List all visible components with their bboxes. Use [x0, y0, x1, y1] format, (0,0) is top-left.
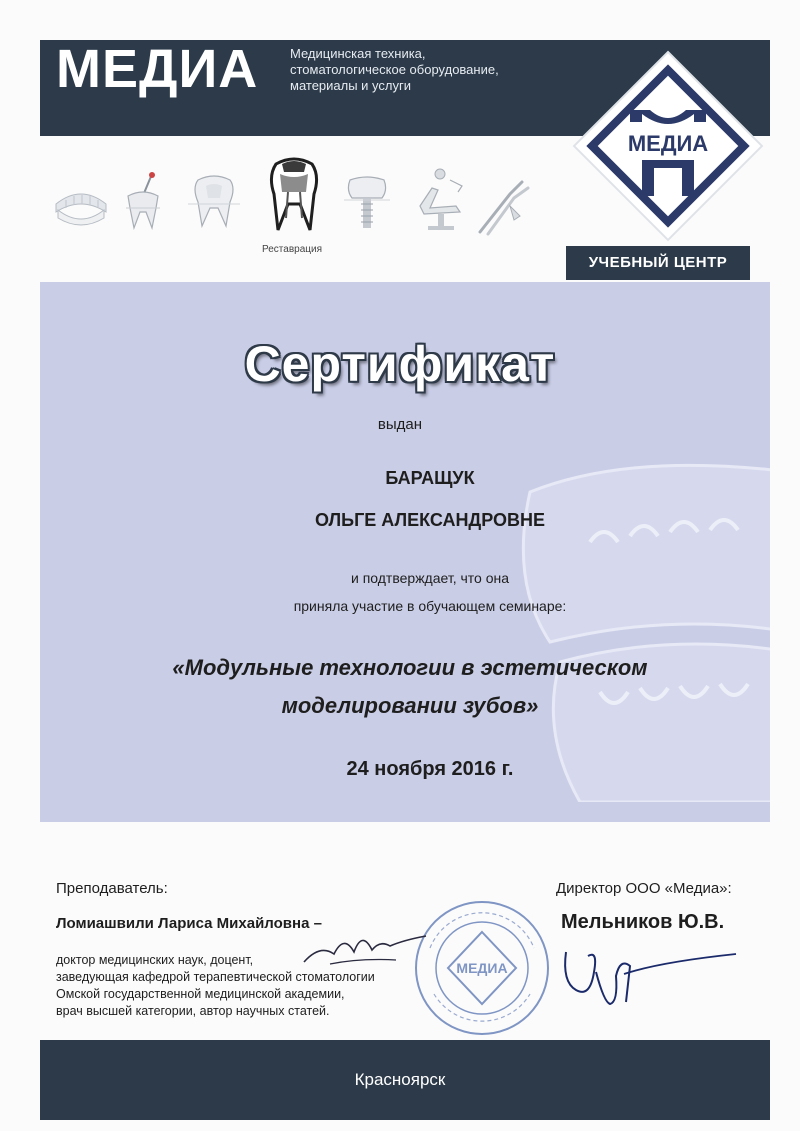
media-logo: [570, 48, 766, 244]
seminar-title-line: моделировании зубов»: [281, 693, 539, 718]
tagline-line: Медицинская техника,: [290, 46, 426, 61]
confirmation-line: и подтверждает, что она: [350, 570, 509, 586]
lecturer-signature: [300, 924, 430, 974]
lecturer-description-line: врач высшей категории, автор научных статей.: [56, 1004, 330, 1018]
tooth-icon: [186, 174, 242, 230]
restoration-caption: Реставрация: [262, 244, 322, 255]
restoration-tooth-icon: [266, 156, 322, 236]
city-name: Красноярск: [354, 1070, 446, 1089]
root-canal-icon: [122, 172, 164, 232]
recipient-given-names: ОЛЬГЕ АЛЕКСАНДРОВНЕ: [314, 510, 546, 530]
stamp-text: МЕДИА: [456, 960, 508, 976]
dentures-icon: [52, 186, 110, 226]
recipient-surname: БАРАЩУК: [385, 468, 475, 488]
seminar-date: 24 ноября 2016 г.: [346, 758, 514, 780]
lecturer-name: Ломиашвили Лариса Михайловна –: [56, 915, 322, 932]
certificate-title: Сертификат: [244, 336, 556, 392]
company-stamp: [412, 898, 552, 1038]
seminar-title-line: «Модульные технологии в эстетическом: [172, 655, 648, 680]
tagline-line: стоматологическое оборудование,: [290, 62, 499, 77]
lecturer-description-line: доктор медицинских наук, доцент,: [56, 953, 254, 967]
director-label: Директор ООО «Медиа»:: [556, 880, 732, 897]
lecturer-label: Преподаватель:: [56, 880, 168, 897]
confirmation-line: приняла участие в обучающем семинаре:: [293, 598, 567, 614]
dental-forceps-icon: [476, 176, 532, 236]
director-signature: [560, 942, 740, 1012]
issued-label: выдан: [377, 416, 423, 433]
logo-text: МЕДИА: [627, 131, 709, 156]
training-center-badge: УЧЕБНЫЙ ЦЕНТР: [566, 246, 750, 280]
implant-icon: [342, 176, 392, 234]
lecturer-description-line: Омской государственной медицинской академии,: [56, 987, 345, 1001]
director-name: Мельников Ю.В.: [561, 911, 725, 933]
lecturer-description-line: заведующая кафедрой терапевтической стоматологии: [56, 970, 375, 984]
brand-tagline: [290, 46, 560, 94]
brand-name: МЕДИА: [56, 39, 259, 99]
tagline-line: материалы и услуги: [290, 78, 411, 93]
dental-chair-icon: [410, 166, 470, 232]
